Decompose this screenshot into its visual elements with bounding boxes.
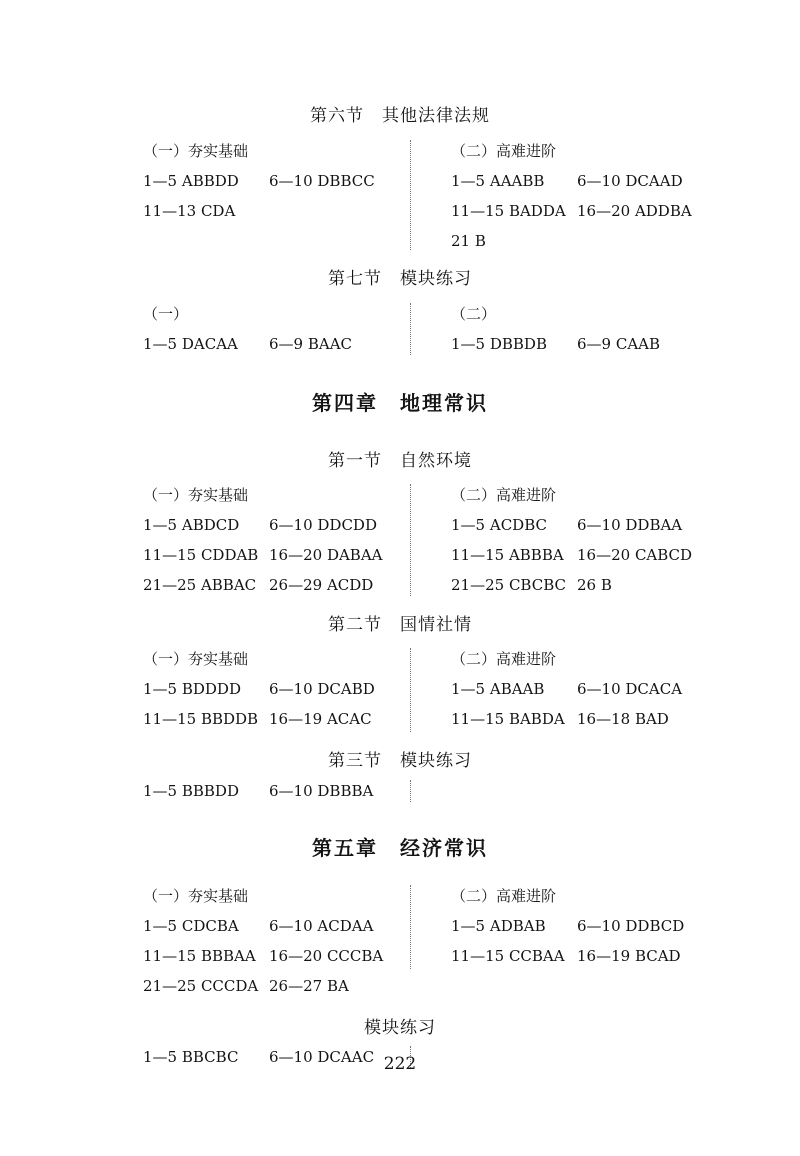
answer-group: 1—5 ABDCD <box>143 516 240 534</box>
answer-group: 26 B <box>577 576 612 594</box>
answer-group: 1—5 BDDDD <box>143 680 241 698</box>
section-title: 第七节 模块练习 <box>328 269 472 289</box>
answer-group: 21—25 ABBAC <box>143 576 257 594</box>
answer-row <box>451 166 751 196</box>
answer-group: 1—5 BBCBC <box>143 1048 239 1066</box>
answer-group: 1—5 ADBAB <box>451 917 546 935</box>
answer-row <box>451 570 751 600</box>
answer-group: 1—5 ABBDD <box>143 172 239 190</box>
answer-row <box>451 540 751 570</box>
answer-row <box>143 329 405 359</box>
answer-group: 11—15 BBBAA <box>143 947 256 965</box>
answer-group: 6—10 DDBAA <box>577 516 683 534</box>
answer-row <box>143 196 405 226</box>
answer-group: 11—15 BADDA <box>451 202 566 220</box>
answer-group: 6—10 DBBBA <box>269 782 374 800</box>
answer-row <box>143 941 405 971</box>
answer-row <box>143 704 405 734</box>
answer-group: 21 B <box>451 232 486 250</box>
answer-group: 1—5 ABAAB <box>451 680 545 698</box>
left-column <box>143 136 405 226</box>
answer-group: 1—5 DACAA <box>143 335 238 353</box>
column-divider <box>410 484 411 596</box>
answer-group: 16—20 DABAA <box>269 546 383 564</box>
right-column <box>451 299 751 359</box>
answer-group: 6—10 DDCDD <box>269 516 377 534</box>
section-title: 第三节 模块练习 <box>328 751 472 771</box>
answer-group: 1—5 BBBDD <box>143 782 239 800</box>
answer-row <box>451 226 751 256</box>
column-header: （一）夯实基础 <box>143 142 249 160</box>
answer-group: 16—19 ACAC <box>269 710 372 728</box>
column-divider <box>410 780 411 802</box>
answer-group: 6—10 DCAAC <box>269 1048 375 1066</box>
answer-row <box>451 674 751 704</box>
answer-group: 11—15 BABDA <box>451 710 565 728</box>
answer-group: 6—10 DCABD <box>269 680 375 698</box>
answer-row <box>451 704 751 734</box>
left-column <box>143 776 405 806</box>
answer-group: 21—25 CBCBC <box>451 576 566 594</box>
answer-row <box>143 971 405 1001</box>
column-header: （二）高难进阶 <box>451 887 557 905</box>
answer-group: 6—9 CAAB <box>577 335 661 353</box>
left-column <box>143 881 405 1001</box>
answer-row <box>143 540 405 570</box>
left-column <box>143 480 405 600</box>
column-divider <box>410 303 411 355</box>
answer-group: 6—10 ACDAA <box>269 917 374 935</box>
answer-group: 21—25 CCCDA <box>143 977 259 995</box>
right-column <box>451 881 751 971</box>
column-divider <box>410 885 411 969</box>
column-divider <box>410 140 411 250</box>
section-title: 模块练习 <box>364 1018 436 1038</box>
answer-row <box>143 510 405 540</box>
answer-group: 11—15 BBDDB <box>143 710 259 728</box>
answer-group: 11—15 CCBAA <box>451 947 565 965</box>
column-header: （一）夯实基础 <box>143 650 249 668</box>
answer-group: 26—29 ACDD <box>269 576 374 594</box>
column-header: （一）夯实基础 <box>143 887 249 905</box>
left-column <box>143 299 405 359</box>
answer-group: 1—5 AAABB <box>451 172 545 190</box>
left-column <box>143 644 405 734</box>
answer-row <box>143 776 405 806</box>
column-header: （一）夯实基础 <box>143 486 249 504</box>
answer-group: 11—15 ABBBA <box>451 546 564 564</box>
answer-group: 6—10 DCAAD <box>577 172 683 190</box>
section-title: 第六节 其他法律法规 <box>310 106 490 126</box>
chapter-title: 第五章 经济常识 <box>312 836 488 860</box>
answer-group: 6—10 DCACA <box>577 680 683 698</box>
column-header: （二）高难进阶 <box>451 142 557 160</box>
answer-group: 1—5 CDCBA <box>143 917 239 935</box>
answer-group: 16—19 BCAD <box>577 947 681 965</box>
answer-row <box>143 570 405 600</box>
right-column <box>451 644 751 734</box>
section-title: 第一节 自然环境 <box>328 451 472 471</box>
answer-row <box>451 911 751 941</box>
section-title: 第二节 国情社情 <box>328 615 472 635</box>
answer-group: 11—13 CDA <box>143 202 236 220</box>
answer-row <box>143 166 405 196</box>
answer-group: 6—9 BAAC <box>269 335 353 353</box>
column-header: （二）高难进阶 <box>451 486 557 504</box>
answer-group: 6—10 DDBCD <box>577 917 685 935</box>
answer-row <box>451 510 751 540</box>
answer-group: 26—27 BA <box>269 977 349 995</box>
right-column <box>451 480 751 600</box>
answer-group: 6—10 DBBCC <box>269 172 375 190</box>
right-column <box>451 136 751 256</box>
answer-row <box>143 911 405 941</box>
column-header: （一） <box>143 305 189 323</box>
answer-row <box>451 196 751 226</box>
answer-group: 1—5 ACDBC <box>451 516 547 534</box>
answer-group: 1—5 DBBDB <box>451 335 547 353</box>
answer-group: 16—20 CCCBA <box>269 947 384 965</box>
answer-row <box>451 941 751 971</box>
column-divider <box>410 648 411 732</box>
column-header: （二） <box>451 305 497 323</box>
answer-group: 16—18 BAD <box>577 710 669 728</box>
answer-group: 16—20 CABCD <box>577 546 693 564</box>
answer-row <box>143 674 405 704</box>
column-header: （二）高难进阶 <box>451 650 557 668</box>
answer-row <box>451 329 751 359</box>
chapter-title: 第四章 地理常识 <box>312 391 488 415</box>
answer-group: 16—20 ADDBA <box>577 202 692 220</box>
answer-group: 11—15 CDDAB <box>143 546 259 564</box>
page-number: 222 <box>383 1054 417 1074</box>
